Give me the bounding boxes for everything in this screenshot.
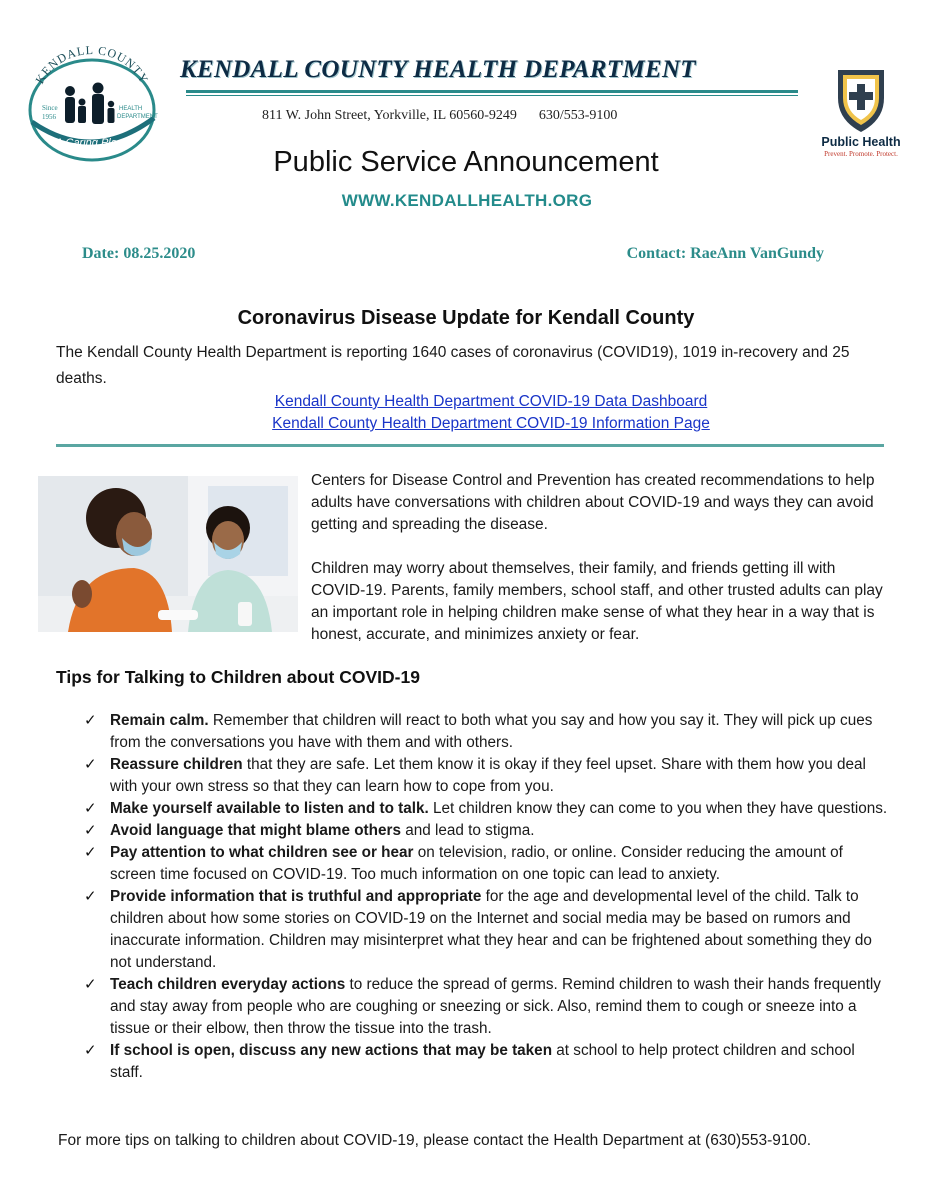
check-icon: ✓ bbox=[84, 756, 97, 773]
phone-number: 630/553-9100 bbox=[538, 108, 618, 123]
tips-list bbox=[84, 710, 890, 1084]
tips-heading: Tips for Talking to Children about COVID-19 bbox=[56, 667, 420, 687]
logo-dept-line-2: DEPARTMENT bbox=[117, 114, 158, 120]
tip-title: Provide information that is truthful and appropriate bbox=[110, 888, 482, 905]
tip-title: Avoid language that might blame others bbox=[110, 822, 401, 839]
tip-title: Teach children everyday actions bbox=[110, 976, 346, 993]
tip-text: at school to help protect children and school staff. bbox=[110, 1042, 855, 1081]
logo-since: Since bbox=[42, 104, 58, 112]
address-line bbox=[262, 108, 617, 124]
tip-title: Make yourself available to listen and to talk. bbox=[110, 800, 429, 817]
tip-text: Remember that children will react to both what you say and how you say it. They will pick up cues from the conversations you have with them and with others. bbox=[110, 712, 873, 751]
logo-tagline: A Caring Place bbox=[55, 137, 129, 149]
information-page-link[interactable]: Kendall County Health Department COVID-19 Information Page bbox=[272, 415, 710, 432]
street-address: 811 W. John Street, Yorkville, IL 60560-9249 bbox=[262, 108, 517, 123]
check-icon: ✓ bbox=[84, 844, 97, 861]
tip-text: Let children know they can come to you when they have questions. bbox=[428, 800, 888, 817]
tip-text: that they are safe. Let them know it is okay if they feel upset. Share with them how you deal with your own stress so that they can learn how to cope from you. bbox=[110, 756, 866, 795]
list-item bbox=[84, 820, 890, 842]
title-underline bbox=[186, 90, 798, 93]
contact-line: Contact: RaeAnn VanGundy bbox=[626, 245, 824, 262]
organization-title: KENDALL COUNTY HEALTH DEPARTMENT bbox=[180, 56, 696, 83]
tip-text: on television, radio, or online. Consider reducing the amount of screen time focused on COVID-19. Too much information on one topic can lead to anxiety. bbox=[110, 844, 843, 883]
title-underline-thin bbox=[186, 95, 798, 96]
logo-arc-text: KENDALL COUNTY bbox=[32, 44, 152, 87]
tip-title: If school is open, discuss any new actions that may be taken bbox=[110, 1042, 553, 1059]
list-item bbox=[84, 1040, 890, 1084]
tip-title: Reassure children bbox=[110, 756, 243, 773]
public-health-name: Public Health bbox=[821, 135, 901, 149]
list-item bbox=[84, 798, 890, 820]
footer-contact: For more tips on talking to children about COVID-19, please contact the Health Department at (630)553-9100. bbox=[58, 1132, 812, 1149]
list-item bbox=[84, 754, 890, 798]
tip-title: Pay attention to what children see or hear bbox=[110, 844, 414, 861]
date-line: Date: 08.25.2020 bbox=[82, 245, 196, 262]
data-dashboard-link[interactable]: Kendall County Health Department COVID-19 Data Dashboard bbox=[274, 393, 708, 410]
children-worry-paragraph: Children may worry about themselves, their family, and friends getting ill with COVID-19. Parents, family members, school staff, and other trusted adults can play an important role in helping children make sense of what they hear in a way that is honest, accurate, and minimizes anxiety or fear. bbox=[311, 560, 883, 643]
tip-text: to reduce the spread of germs. Remind children to wash their hands frequently and stay away from people who are coughing or sneezing or sick. Also, remind them to cough or sneeze into a tissue or their elbow, then throw the tissue into the trash. bbox=[110, 976, 881, 1037]
tip-text: and lead to stigma. bbox=[400, 822, 535, 839]
cdc-intro-paragraph: Centers for Disease Control and Prevention has created recommendations to help adults have conversations with children about COVID-19 and ways they can avoid getting and spreading the disease. bbox=[311, 472, 875, 533]
list-item bbox=[84, 842, 890, 886]
tip-title: Remain calm. bbox=[110, 712, 209, 729]
parent-child-photo bbox=[38, 476, 298, 632]
check-icon: ✓ bbox=[84, 1042, 97, 1059]
update-body: The Kendall County Health Department is reporting 1640 cases of coronavirus (COVID19), 1019 in-recovery and 25 deaths. bbox=[56, 344, 850, 387]
check-icon: ✓ bbox=[84, 800, 97, 817]
tip-text: for the age and developmental level of the child. Talk to children about how some stories on COVID-19 on the Internet and social media may be based on rumors and inaccurate information. Children may misinterpret what they hear and can be frightened about something they do not understand. bbox=[110, 888, 872, 971]
update-heading: Coronavirus Disease Update for Kendall County bbox=[237, 307, 695, 329]
public-health-tagline: Prevent. Promote. Protect. bbox=[824, 150, 898, 158]
psa-title: Public Service Announcement bbox=[273, 146, 659, 178]
list-item bbox=[84, 710, 890, 754]
list-item bbox=[84, 974, 890, 1040]
logo-year: 1956 bbox=[42, 113, 56, 121]
check-icon: ✓ bbox=[84, 888, 97, 905]
list-item bbox=[84, 886, 890, 974]
check-icon: ✓ bbox=[84, 976, 97, 993]
section-divider bbox=[56, 444, 884, 447]
public-health-logo bbox=[808, 62, 914, 158]
check-icon: ✓ bbox=[84, 822, 97, 839]
website-link[interactable]: WWW.KENDALLHEALTH.ORG bbox=[341, 191, 593, 210]
check-icon: ✓ bbox=[84, 712, 97, 729]
logo-dept-line-1: HEALTH bbox=[119, 106, 143, 112]
